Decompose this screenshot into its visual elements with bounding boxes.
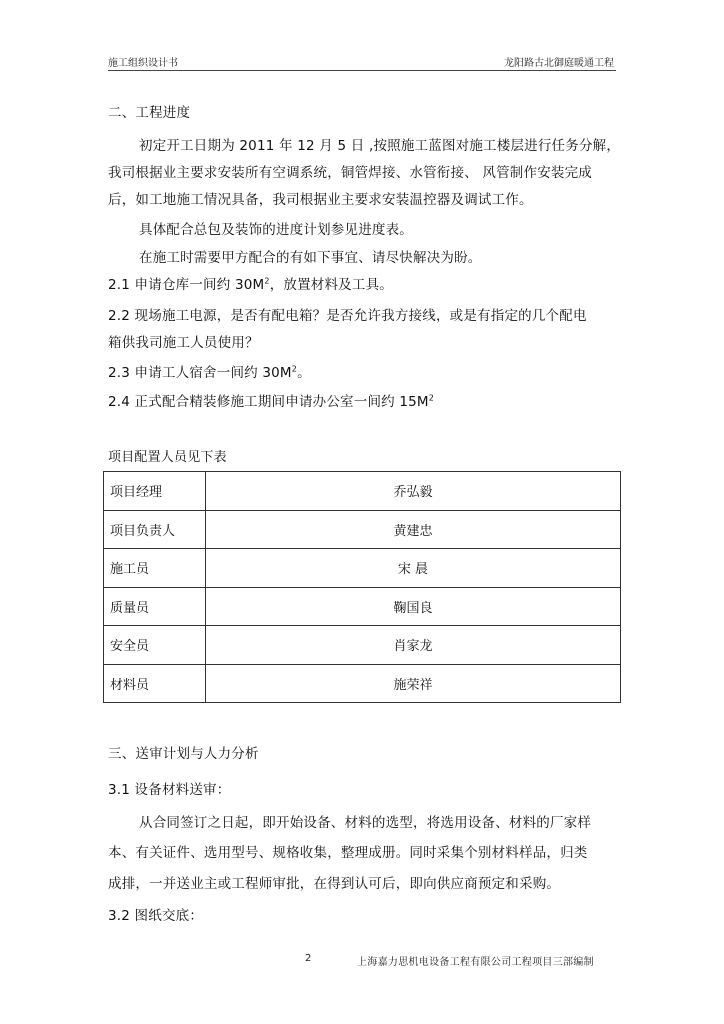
role-cell: 项目经理: [104, 472, 206, 511]
header-divider: [108, 70, 616, 71]
table-row: [104, 549, 621, 588]
role-cell: 质量员: [104, 587, 206, 626]
subsection-3-1: 3.1 设备材料送审：: [108, 782, 231, 798]
staff-table: [103, 471, 621, 703]
list-item-text: 2.4 正式配合精装修施工期间申请办公室一间约 15M: [108, 394, 429, 410]
paragraph-line: 成排，一并送业主或工程师审批，在得到认可后，即向供应商预定和采购。: [108, 876, 561, 892]
table-row: [104, 626, 621, 665]
table-row: [104, 587, 621, 626]
header-project-name: 龙阳路古北御庭暖通工程: [504, 58, 614, 69]
list-item-text: ，放置材料及工具。: [269, 277, 393, 293]
paragraph-line: 在施工时需要甲方配合的有如下事宜、请尽快解决为盼。: [139, 250, 482, 266]
superscript: 2: [264, 276, 270, 286]
list-item-2-3: [108, 361, 311, 381]
subsection-3-2: 3.2 图纸交底：: [108, 908, 204, 924]
role-cell: 项目负责人: [104, 510, 206, 549]
list-item-text: 2.3 申请工人宿舍一间约 30M: [108, 365, 292, 381]
list-item-2-2-cont: 箱供我司施工人员使用？: [108, 335, 259, 351]
list-item-2-4: [108, 390, 434, 410]
name-cell: 施荣祥: [206, 664, 621, 703]
table-row: [104, 472, 621, 511]
name-cell: 鞠国良: [206, 587, 621, 626]
section-2-heading: 二、工程进度: [108, 105, 191, 121]
paragraph-line: 具体配合总包及装饰的进度计划参见进度表。: [139, 222, 413, 238]
superscript: 2: [291, 364, 298, 374]
list-item-text: 2.1 申请仓库一间约 30M: [108, 277, 265, 293]
table-row: [104, 510, 621, 549]
name-cell: 黄建忠: [206, 510, 621, 549]
superscript: 2: [428, 393, 435, 403]
list-item-2-2: 2.2 现场施工电源，是否有配电箱？是否允许我方接线，或是有指定的几个配电: [108, 308, 587, 324]
role-cell: 安全员: [104, 626, 206, 665]
name-cell: 肖家龙: [206, 626, 621, 665]
role-cell: 材料员: [104, 664, 206, 703]
footer-organization: 上海嘉力思机电设备工程有限公司工程项目三部编制: [357, 957, 594, 968]
paragraph-line: 后，如工地施工情况具备，我司根据业主要求安装温控器及调试工作。: [108, 192, 533, 208]
section-3-heading: 三、送审计划与人力分析: [108, 746, 259, 762]
staff-table-caption: 项目配置人员见下表: [108, 450, 227, 465]
role-cell: 施工员: [104, 549, 206, 588]
list-item-text: 。: [297, 365, 311, 381]
paragraph-line: 从合同签订之日起，即开始设备、材料的选型，将选用设备、材料的厂家样: [139, 815, 592, 831]
page-number: 2: [305, 953, 312, 964]
list-item-2-1: [108, 273, 393, 293]
paragraph-line: 本、有关证件、选用型号、规格收集，整理成册。同时采集个别材料样品，归类: [108, 845, 588, 861]
paragraph-line: 初定开工日期为 2011 年 12 月 5 日 ,按照施工蓝图对施工楼层进行任务分解，: [139, 138, 621, 154]
name-cell: 宋 晨: [206, 549, 621, 588]
table-row: [104, 664, 621, 703]
header-doc-title: 施工组织设计书: [108, 58, 178, 69]
paragraph-line: 我司根据业主要求安装所有空调系统，铜管焊接、水管衔接、 风管制作安装完成: [108, 165, 592, 181]
name-cell: 乔弘毅: [206, 472, 621, 511]
